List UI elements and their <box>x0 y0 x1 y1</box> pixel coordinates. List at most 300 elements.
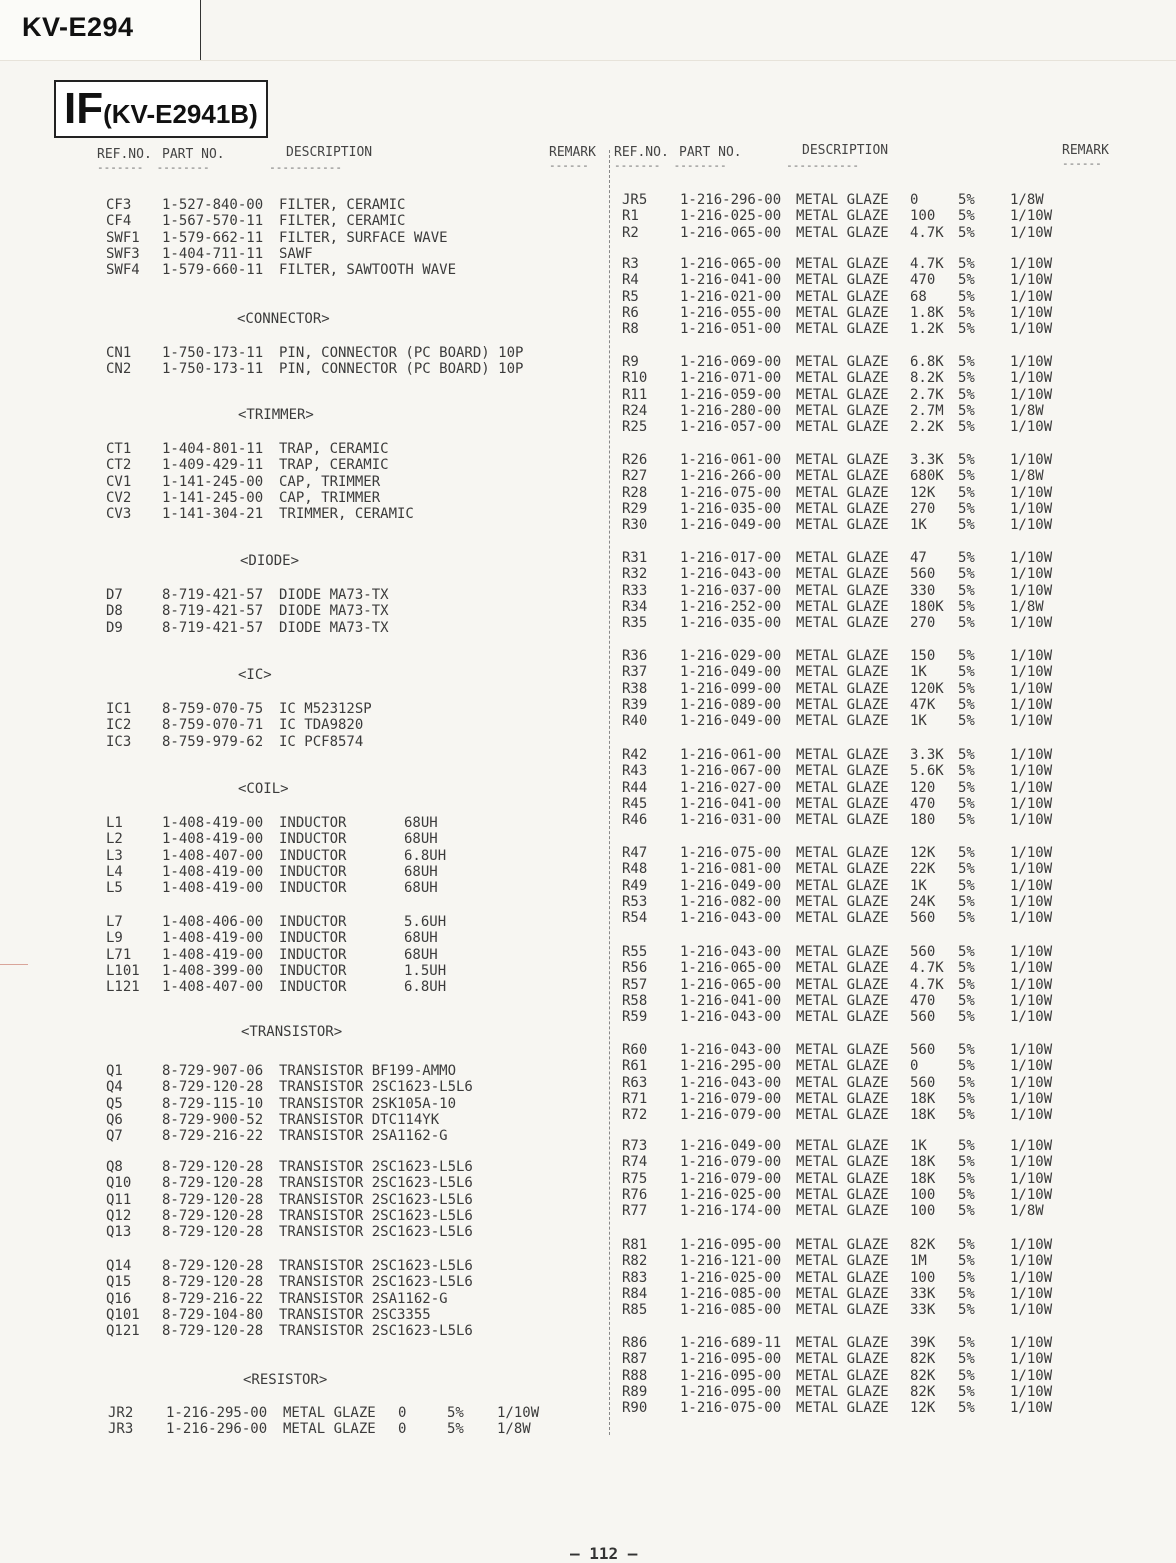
right-header-ref: REF.NO. <box>614 145 669 160</box>
cell-description: DIODE MA73-TX <box>279 619 389 636</box>
cell-part-no: 1-216-049-00 <box>680 713 782 730</box>
cell-part-no: 1-216-095-00 <box>680 1367 782 1384</box>
cell-ref-no: Q6 <box>106 1111 123 1128</box>
category-heading: <DIODE> <box>240 553 300 569</box>
cell-value: 180 <box>910 812 936 829</box>
cell-description: FILTER, SURFACE WAVE <box>279 229 448 246</box>
cell-rating: 1/10W <box>1010 1383 1053 1400</box>
cell-ref-no: R77 <box>622 1203 648 1220</box>
cell-description: METAL GLAZE <box>283 1405 376 1421</box>
cell-ref-no: R26 <box>622 452 648 468</box>
cell-value: 560 <box>910 910 936 927</box>
cell-part-no: 1-216-025-00 <box>680 208 782 225</box>
cell-description: METAL GLAZE <box>796 419 889 436</box>
cell-part-no: 1-216-043-00 <box>680 1009 782 1026</box>
cell-rating: 1/10W <box>1010 208 1053 225</box>
cell-value: 4.7K <box>910 224 944 241</box>
cell-rating: 1/10W <box>1010 272 1053 289</box>
cell-part-no: 1-141-245-00 <box>162 489 264 506</box>
right-header-desc: DESCRIPTION <box>802 143 889 158</box>
cell-tolerance: 5% <box>958 208 975 225</box>
cell-value: 12K <box>910 1400 936 1417</box>
cell-part-no: 8-759-070-71 <box>162 717 264 734</box>
cell-description: METAL GLAZE <box>796 370 889 387</box>
cell-description: METAL GLAZE <box>796 944 889 960</box>
cell-ref-no: R74 <box>622 1154 648 1171</box>
cell-rating: 1/10W <box>1010 664 1053 681</box>
cell-description: INDUCTOR <box>279 914 347 930</box>
cell-tolerance: 5% <box>958 1237 975 1253</box>
cell-rating: 1/10W <box>1010 370 1053 387</box>
cell-rating: 1/10W <box>1010 861 1053 878</box>
cell-value: 470 <box>910 795 936 812</box>
cell-ref-no: JR3 <box>108 1421 134 1438</box>
cell-part-no: 1-216-061-00 <box>680 452 782 468</box>
cell-tolerance: 5% <box>958 976 975 993</box>
cell-part-no: 1-216-035-00 <box>680 615 782 632</box>
cell-part-no: 1-216-049-00 <box>680 1138 782 1154</box>
cell-tolerance: 5% <box>958 1090 975 1107</box>
cell-description: INDUCTOR <box>279 962 347 979</box>
cell-value: 560 <box>910 944 936 960</box>
cell-part-no: 1-216-085-00 <box>680 1285 782 1302</box>
cell-part-no: 1-216-041-00 <box>680 992 782 1009</box>
cell-tolerance: 5% <box>958 1058 975 1075</box>
cell-ref-no: R81 <box>622 1237 648 1253</box>
cell-value: 2.2K <box>910 419 944 436</box>
cell-description: METAL GLAZE <box>796 500 889 517</box>
cell-rating: 1/10W <box>1010 893 1053 910</box>
cell-tolerance: 5% <box>958 550 975 566</box>
cell-tolerance: 5% <box>958 648 975 664</box>
cell-description: METAL GLAZE <box>796 1154 889 1171</box>
cell-part-no: 1-216-049-00 <box>680 877 782 894</box>
cell-value: 0 <box>398 1405 407 1421</box>
cell-ref-no: R58 <box>622 992 648 1009</box>
cell-part-no: 1-216-041-00 <box>680 272 782 289</box>
cell-description: METAL GLAZE <box>796 615 889 632</box>
cell-tolerance: 5% <box>958 910 975 927</box>
cell-tolerance: 5% <box>958 582 975 599</box>
cell-description: METAL GLAZE <box>796 256 889 272</box>
cell-tolerance: 5% <box>958 861 975 878</box>
cell-rating: 1/10W <box>1010 1335 1053 1351</box>
cell-rating: 1/8W <box>1010 598 1044 615</box>
cell-ref-no: CV1 <box>106 473 132 490</box>
cell-ref-no: R38 <box>622 680 648 697</box>
cell-ref-no: Q101 <box>106 1306 140 1323</box>
cell-ref-no: R30 <box>622 517 648 534</box>
cell-description: PIN, CONNECTOR (PC BOARD) 10P <box>279 361 524 378</box>
cell-rating: 1/10W <box>1010 747 1053 763</box>
cell-part-no: 1-216-049-00 <box>680 517 782 534</box>
cell-ref-no: Q7 <box>106 1128 123 1145</box>
cell-ref-no: R8 <box>622 321 639 338</box>
cell-tolerance: 5% <box>958 1335 975 1351</box>
cell-part-no: 1-216-082-00 <box>680 893 782 910</box>
cell-value: 1M <box>910 1253 927 1270</box>
cell-part-no: 1-141-304-21 <box>162 506 264 523</box>
cell-rating: 1/10W <box>1010 1367 1053 1384</box>
cell-rating: 1/10W <box>1010 960 1053 977</box>
cell-part-no: 1-216-089-00 <box>680 696 782 713</box>
cell-ref-no: R34 <box>622 598 648 615</box>
cell-value: 68UH <box>404 880 438 897</box>
cell-description: METAL GLAZE <box>796 1107 889 1124</box>
cell-tolerance: 5% <box>958 615 975 632</box>
cell-value: 68UH <box>404 863 438 880</box>
cell-part-no: 1-216-029-00 <box>680 648 782 664</box>
cell-description: INDUCTOR <box>279 815 347 831</box>
cell-ref-no: R47 <box>622 845 648 861</box>
cell-description: METAL GLAZE <box>796 566 889 583</box>
cell-description: TRANSISTOR 2SC1623-L5L6 <box>279 1191 473 1208</box>
cell-tolerance: 5% <box>958 192 975 208</box>
cell-part-no: 8-729-104-80 <box>162 1306 264 1323</box>
cell-description: INDUCTOR <box>279 880 347 897</box>
cell-description: METAL GLAZE <box>796 648 889 664</box>
model-number: KV-E294 <box>22 12 134 42</box>
cell-rating: 1/10W <box>1010 615 1053 632</box>
cell-part-no: 1-216-069-00 <box>680 354 782 370</box>
cell-part-no: 1-216-035-00 <box>680 500 782 517</box>
cell-value: 24K <box>910 893 936 910</box>
cell-part-no: 1-216-079-00 <box>680 1170 782 1187</box>
cell-description: METAL GLAZE <box>796 713 889 730</box>
cell-part-no: 1-750-173-11 <box>162 345 264 361</box>
cell-part-no: 8-759-070-75 <box>162 701 264 717</box>
cell-description: METAL GLAZE <box>796 1074 889 1091</box>
cell-tolerance: 5% <box>958 402 975 419</box>
cell-tolerance: 5% <box>958 1170 975 1187</box>
cell-part-no: 1-216-043-00 <box>680 910 782 927</box>
cell-tolerance: 5% <box>958 304 975 321</box>
cell-ref-no: L3 <box>106 847 123 864</box>
cell-description: FILTER, CERAMIC <box>279 213 406 230</box>
cell-value: 18K <box>910 1090 936 1107</box>
cell-description: CAP, TRIMMER <box>279 473 381 490</box>
cell-description: METAL GLAZE <box>796 795 889 812</box>
cell-ref-no: R6 <box>622 304 639 321</box>
cell-description: METAL GLAZE <box>796 402 889 419</box>
cell-description: METAL GLAZE <box>796 960 889 977</box>
cell-ref-no: R28 <box>622 484 648 501</box>
cell-description: TRANSISTOR 2SC1623-L5L6 <box>279 1079 473 1096</box>
cell-ref-no: Q14 <box>106 1258 132 1274</box>
cell-description: METAL GLAZE <box>796 812 889 829</box>
right-header-remark: REMARK <box>1062 143 1109 158</box>
cell-description: METAL GLAZE <box>796 696 889 713</box>
left-header-part: PART NO. <box>162 147 225 162</box>
cell-ref-no: R2 <box>622 224 639 241</box>
cell-value: 100 <box>910 208 936 225</box>
cell-ref-no: R42 <box>622 747 648 763</box>
cell-value: 1K <box>910 713 927 730</box>
cell-rating: 1/10W <box>1010 680 1053 697</box>
cell-ref-no: Q12 <box>106 1207 132 1224</box>
cell-value: 82K <box>910 1367 936 1384</box>
cell-part-no: 1-404-711-11 <box>162 245 264 262</box>
cell-ref-no: R43 <box>622 763 648 780</box>
cell-value: 560 <box>910 1009 936 1026</box>
cell-part-no: 1-408-419-00 <box>162 863 264 880</box>
cell-rating: 1/8W <box>1010 1203 1044 1220</box>
cell-ref-no: L71 <box>106 946 132 963</box>
cell-description: METAL GLAZE <box>796 288 889 305</box>
cell-description: METAL GLAZE <box>796 1170 889 1187</box>
cell-part-no: 1-216-041-00 <box>680 795 782 812</box>
cell-ref-no: R45 <box>622 795 648 812</box>
cell-ref-no: IC3 <box>106 733 132 750</box>
cell-description: METAL GLAZE <box>796 1090 889 1107</box>
left-remark-underline: ------ <box>549 159 589 172</box>
category-heading: <RESISTOR> <box>243 1372 328 1388</box>
cell-value: 0 <box>910 1058 919 1075</box>
cell-ref-no: Q15 <box>106 1274 132 1291</box>
cell-ref-no: R57 <box>622 976 648 993</box>
cell-tolerance: 5% <box>958 321 975 338</box>
cell-part-no: 1-216-037-00 <box>680 582 782 599</box>
cell-tolerance: 5% <box>958 845 975 861</box>
cell-ref-no: R72 <box>622 1107 648 1124</box>
cell-ref-no: R39 <box>622 696 648 713</box>
cell-part-no: 1-216-061-00 <box>680 747 782 763</box>
cell-part-no: 1-216-051-00 <box>680 321 782 338</box>
cell-value: 18K <box>910 1170 936 1187</box>
cell-tolerance: 5% <box>958 1269 975 1286</box>
cell-rating: 1/10W <box>1010 1058 1053 1075</box>
model-label-box <box>0 0 201 61</box>
cell-ref-no: D8 <box>106 603 123 620</box>
cell-description: METAL GLAZE <box>796 1269 889 1286</box>
cell-ref-no: Q10 <box>106 1175 132 1192</box>
right-remark-underline: ------ <box>1062 157 1102 170</box>
cell-value: 120K <box>910 680 944 697</box>
cell-rating: 1/10W <box>1010 1400 1053 1417</box>
cell-part-no: 8-719-421-57 <box>162 619 264 636</box>
cell-part-no: 8-729-216-22 <box>162 1290 264 1307</box>
category-heading: <TRIMMER> <box>238 407 314 423</box>
cell-ref-no: R29 <box>622 500 648 517</box>
cell-description: TRANSISTOR 2SK105A-10 <box>279 1095 457 1112</box>
cell-part-no: 1-216-085-00 <box>680 1302 782 1319</box>
cell-rating: 1/10W <box>1010 484 1053 501</box>
cell-tolerance: 5% <box>958 664 975 681</box>
cell-value: 560 <box>910 1042 936 1058</box>
cell-rating: 1/8W <box>497 1421 531 1438</box>
cell-ref-no: R53 <box>622 893 648 910</box>
cell-value: 1K <box>910 1138 927 1154</box>
cell-tolerance: 5% <box>958 1203 975 1220</box>
cell-tolerance: 5% <box>958 1285 975 1302</box>
cell-part-no: 1-216-049-00 <box>680 664 782 681</box>
cell-part-no: 1-408-419-00 <box>162 831 264 848</box>
cell-part-no: 8-759-979-62 <box>162 733 264 750</box>
cell-value: 82K <box>910 1351 936 1368</box>
cell-value: 68UH <box>404 946 438 963</box>
cell-tolerance: 5% <box>958 1186 975 1203</box>
cell-description: METAL GLAZE <box>796 1302 889 1319</box>
cell-value: 270 <box>910 615 936 632</box>
cell-part-no: 1-216-065-00 <box>680 976 782 993</box>
cell-value: 0 <box>398 1421 407 1438</box>
cell-rating: 1/10W <box>1010 1042 1053 1058</box>
cell-value: 100 <box>910 1269 936 1286</box>
cell-ref-no: R54 <box>622 910 648 927</box>
cell-description: IC M52312SP <box>279 701 372 717</box>
cell-description: TRANSISTOR BF199-AMMO <box>279 1063 457 1079</box>
cell-description: METAL GLAZE <box>796 1400 889 1417</box>
cell-part-no: 1-216-043-00 <box>680 1074 782 1091</box>
cell-part-no: 8-729-120-28 <box>162 1207 264 1224</box>
cell-rating: 1/10W <box>1010 1009 1053 1026</box>
cell-tolerance: 5% <box>958 419 975 436</box>
cell-part-no: 1-216-043-00 <box>680 1042 782 1058</box>
cell-part-no: 1-216-017-00 <box>680 550 782 566</box>
cell-part-no: 1-408-419-00 <box>162 930 264 947</box>
cell-tolerance: 5% <box>958 452 975 468</box>
cell-ref-no: R75 <box>622 1170 648 1187</box>
cell-ref-no: Q1 <box>106 1063 123 1079</box>
cell-ref-no: CT2 <box>106 457 132 474</box>
cell-description: INDUCTOR <box>279 863 347 880</box>
cell-value: 12K <box>910 845 936 861</box>
cell-part-no: 1-408-419-00 <box>162 815 264 831</box>
cell-part-no: 1-216-266-00 <box>680 468 782 485</box>
cell-description: TRANSISTOR 2SC1623-L5L6 <box>279 1224 473 1241</box>
cell-description: TRANSISTOR 2SC1623-L5L6 <box>279 1274 473 1291</box>
cell-tolerance: 5% <box>958 812 975 829</box>
cell-value: 8.2K <box>910 370 944 387</box>
cell-rating: 1/10W <box>1010 713 1053 730</box>
cell-part-no: 1-216-025-00 <box>680 1186 782 1203</box>
cell-rating: 1/8W <box>1010 468 1044 485</box>
left-header-underline: ------- -------- ----------- <box>97 161 343 174</box>
cell-rating: 1/10W <box>1010 582 1053 599</box>
cell-description: IC TDA9820 <box>279 717 364 734</box>
cell-value: 5.6K <box>910 763 944 780</box>
cell-ref-no: SWF1 <box>106 229 140 246</box>
cell-part-no: 1-527-840-00 <box>162 197 264 213</box>
cell-rating: 1/10W <box>1010 224 1053 241</box>
cell-part-no: 1-216-065-00 <box>680 960 782 977</box>
cell-value: 4.7K <box>910 976 944 993</box>
cell-rating: 1/10W <box>1010 517 1053 534</box>
cell-rating: 1/10W <box>1010 976 1053 993</box>
cell-description: METAL GLAZE <box>796 893 889 910</box>
cell-value: 1.5UH <box>404 962 447 979</box>
cell-value: 560 <box>910 566 936 583</box>
cell-tolerance: 5% <box>958 1302 975 1319</box>
cell-value: 18K <box>910 1154 936 1171</box>
cell-part-no: 1-216-280-00 <box>680 402 782 419</box>
cell-description: METAL GLAZE <box>796 664 889 681</box>
cell-value: 100 <box>910 1186 936 1203</box>
left-header-desc: DESCRIPTION <box>286 145 373 160</box>
cell-rating: 1/10W <box>1010 877 1053 894</box>
cell-description: METAL GLAZE <box>796 304 889 321</box>
cell-ref-no: R48 <box>622 861 648 878</box>
cell-ref-no: CN2 <box>106 361 132 378</box>
cell-rating: 1/10W <box>1010 812 1053 829</box>
cell-ref-no: R59 <box>622 1009 648 1026</box>
cell-part-no: 8-719-421-57 <box>162 587 264 603</box>
cell-ref-no: CV2 <box>106 489 132 506</box>
cell-ref-no: L4 <box>106 863 123 880</box>
cell-ref-no: R33 <box>622 582 648 599</box>
column-divider <box>609 150 610 1435</box>
cell-description: METAL GLAZE <box>796 1009 889 1026</box>
cell-description: TRANSISTOR 2SC1623-L5L6 <box>279 1258 473 1274</box>
cell-part-no: 1-567-570-11 <box>162 213 264 230</box>
cell-value: 180K <box>910 598 944 615</box>
cell-ref-no: Q5 <box>106 1095 123 1112</box>
cell-part-no: 1-216-031-00 <box>680 812 782 829</box>
cell-description: METAL GLAZE <box>796 550 889 566</box>
cell-description: METAL GLAZE <box>796 1351 889 1368</box>
cell-tolerance: 5% <box>958 272 975 289</box>
cell-tolerance: 5% <box>958 680 975 697</box>
cell-part-no: 8-729-120-28 <box>162 1191 264 1208</box>
cell-tolerance: 5% <box>958 944 975 960</box>
cell-description: FILTER, SAWTOOTH WAVE <box>279 262 457 279</box>
right-header-underline: ------- -------- ----------- <box>614 159 860 172</box>
cell-description: METAL GLAZE <box>796 763 889 780</box>
cell-rating: 1/10W <box>1010 256 1053 272</box>
cell-ref-no: R71 <box>622 1090 648 1107</box>
cell-value: 82K <box>910 1237 936 1253</box>
cell-ref-no: Q13 <box>106 1224 132 1241</box>
cell-rating: 1/10W <box>1010 648 1053 664</box>
cell-description: INDUCTOR <box>279 831 347 848</box>
cell-tolerance: 5% <box>958 517 975 534</box>
cell-rating: 1/10W <box>1010 1351 1053 1368</box>
cell-ref-no: R89 <box>622 1383 648 1400</box>
cell-ref-no: R11 <box>622 386 648 403</box>
cell-value: 2.7M <box>910 402 944 419</box>
cell-ref-no: L5 <box>106 880 123 897</box>
cell-rating: 1/8W <box>1010 402 1044 419</box>
cell-description: CAP, TRIMMER <box>279 489 381 506</box>
cell-tolerance: 5% <box>958 893 975 910</box>
cell-description: METAL GLAZE <box>796 992 889 1009</box>
cell-rating: 1/10W <box>1010 779 1053 796</box>
cell-value: 4.7K <box>910 960 944 977</box>
cell-rating: 1/10W <box>1010 321 1053 338</box>
cell-description: METAL GLAZE <box>796 208 889 225</box>
cell-value: 150 <box>910 648 936 664</box>
cell-value: 270 <box>910 500 936 517</box>
cell-ref-no: L7 <box>106 914 123 930</box>
cell-value: 3.3K <box>910 747 944 763</box>
cell-description: TRANSISTOR DTC114YK <box>279 1111 440 1128</box>
cell-tolerance: 5% <box>958 713 975 730</box>
cell-part-no: 1-216-067-00 <box>680 763 782 780</box>
cell-value: 68 <box>910 288 927 305</box>
cell-rating: 1/8W <box>1010 192 1044 208</box>
cell-ref-no: R76 <box>622 1186 648 1203</box>
cell-value: 6.8UH <box>404 979 447 996</box>
cell-part-no: 1-216-079-00 <box>680 1090 782 1107</box>
cell-description: METAL GLAZE <box>796 1253 889 1270</box>
cell-rating: 1/10W <box>1010 1253 1053 1270</box>
cell-description: METAL GLAZE <box>796 680 889 697</box>
cell-value: 6.8K <box>910 354 944 370</box>
cell-value: 3.3K <box>910 452 944 468</box>
left-header-remark: REMARK <box>549 145 596 160</box>
cell-part-no: 1-216-057-00 <box>680 419 782 436</box>
cell-description: TRANSISTOR 2SC1623-L5L6 <box>279 1323 473 1340</box>
